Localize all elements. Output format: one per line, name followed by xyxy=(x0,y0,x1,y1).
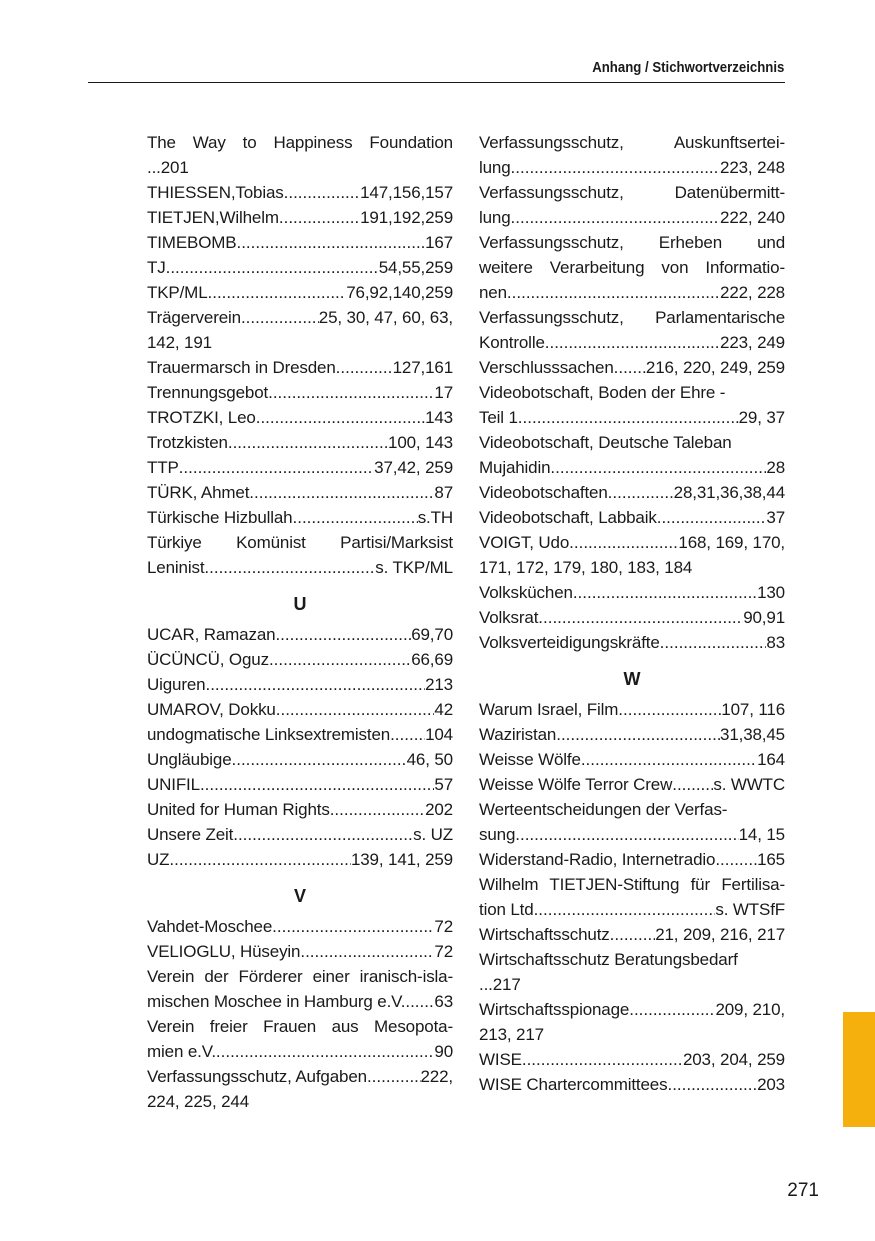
page-references: s.TH xyxy=(417,508,453,527)
index-entry-line xyxy=(479,630,785,655)
index-term: Weisse Wölfe xyxy=(479,750,581,769)
section-letter-heading: W xyxy=(623,669,641,689)
page-references: 165 xyxy=(757,850,785,869)
dot-leader xyxy=(256,405,425,430)
page-references: 29, 37 xyxy=(738,408,785,427)
page-references: 203 xyxy=(757,1075,785,1094)
index-term: TJ xyxy=(147,258,166,277)
dot-leader xyxy=(208,280,347,305)
index-term: VOIGT, Udo xyxy=(479,533,570,552)
dot-leader xyxy=(228,430,388,455)
index-entry-line xyxy=(147,255,453,280)
dot-leader xyxy=(204,555,375,580)
index-term: Volksküchen xyxy=(479,583,573,602)
dot-leader xyxy=(166,255,379,280)
index-entry-line xyxy=(479,605,785,630)
page-references: 28 xyxy=(766,458,785,477)
index-entry-line xyxy=(147,1064,453,1089)
index-term: TKP/ML xyxy=(147,283,208,302)
dot-leader xyxy=(518,405,739,430)
dot-leader xyxy=(573,580,757,605)
page-references: 203, 204, 259 xyxy=(682,1050,785,1069)
page-references: 54,55,259 xyxy=(378,258,453,277)
dot-leader xyxy=(610,922,656,947)
page-references: s. TKP/ML xyxy=(375,558,453,577)
dot-leader xyxy=(279,205,360,230)
page-references: 216, 220, 249, 259 xyxy=(645,358,785,377)
dot-leader xyxy=(293,505,418,530)
dot-leader xyxy=(330,797,425,822)
index-entry-line: Verein freier Frauen aus Mesopota- xyxy=(147,1017,453,1036)
page-references: 17 xyxy=(434,383,453,402)
index-entry-line xyxy=(147,989,453,1014)
dot-leader xyxy=(269,647,411,672)
index-term: Waziristan xyxy=(479,725,557,744)
index-term: Ungläubige xyxy=(147,750,232,769)
index-entry-line: Verfassungsschutz, Erheben und xyxy=(479,233,785,252)
dot-leader xyxy=(629,997,715,1022)
dot-leader xyxy=(667,1072,757,1097)
section-letter-heading: V xyxy=(293,886,306,906)
index-entry-line xyxy=(147,280,453,305)
dot-leader xyxy=(216,1039,434,1064)
header-rule xyxy=(88,82,785,83)
dot-leader xyxy=(515,822,738,847)
dot-leader xyxy=(275,622,411,647)
index-entry-line xyxy=(479,747,785,772)
index-entry-line xyxy=(147,380,453,405)
index-term: Uiguren xyxy=(147,675,206,694)
page-references: 21, 209, 216, 217 xyxy=(655,925,785,944)
index-entry-line xyxy=(147,480,453,505)
index-term: lung xyxy=(479,158,511,177)
dot-leader xyxy=(169,847,351,872)
dot-leader xyxy=(550,455,766,480)
index-entry-line xyxy=(479,997,785,1022)
index-term: Kontrolle xyxy=(479,333,545,352)
page-references: 72 xyxy=(434,917,453,936)
index-term: WISE xyxy=(479,1050,522,1069)
index-term: sung xyxy=(479,825,516,844)
index-term: Verfassungsschutz, Aufgaben xyxy=(147,1067,367,1086)
index-entry-line: Videobotschaft, Boden der Ehre - xyxy=(479,383,726,402)
page-references: 191,192,259 xyxy=(360,208,453,227)
index-entry-line xyxy=(479,530,785,555)
page-references: 127,161 xyxy=(392,358,453,377)
index-term: TIMEBOMB xyxy=(147,233,237,252)
page-references: s. WTSfF xyxy=(715,900,785,919)
dot-leader xyxy=(545,330,720,355)
index-entry-line: 142, 191 xyxy=(147,333,212,352)
index-entry-line xyxy=(147,205,453,230)
index-term: Warum Israel, Film xyxy=(479,700,619,719)
page-references: 168, 169, 170, xyxy=(678,533,785,552)
dot-leader xyxy=(179,455,374,480)
page-references: 104 xyxy=(425,725,453,744)
index-entry-line xyxy=(479,822,785,847)
page-references: 83 xyxy=(766,633,785,652)
dot-leader xyxy=(618,697,721,722)
index-entry-line xyxy=(147,1039,453,1064)
index-entry-line xyxy=(479,330,785,355)
index-term: United for Human Rights xyxy=(147,800,330,819)
running-header-title: Anhang / Stichwortverzeichnis xyxy=(591,59,784,76)
page-references: 223, 249 xyxy=(720,333,785,352)
index-term: UNIFIL xyxy=(147,775,200,794)
dot-leader xyxy=(205,672,425,697)
index-term: UCAR, Ramazan xyxy=(147,625,276,644)
dot-leader xyxy=(272,914,434,939)
page-references: 90,91 xyxy=(743,608,785,627)
page-references: 76,92,140,259 xyxy=(346,283,453,302)
page-references: 213 xyxy=(425,675,453,694)
index-entry-line xyxy=(147,555,453,580)
dot-leader xyxy=(268,380,434,405)
index-term: Trägerverein xyxy=(147,308,241,327)
index-term: Vahdet-Moschee xyxy=(147,917,273,936)
index-entry-line: 171, 172, 179, 180, 183, 184 xyxy=(479,558,693,577)
index-entry-line: 224, 225, 244 xyxy=(147,1092,250,1111)
page-references: 25, 30, 47, 60, 63, xyxy=(318,308,453,327)
index-term: Weisse Wölfe Terror Crew xyxy=(479,775,673,794)
dot-leader xyxy=(336,355,393,380)
index-entry-line: Türkiye Komünist Partisi/Marksist xyxy=(147,533,453,552)
page-references: 42 xyxy=(434,700,453,719)
page-number: 271 xyxy=(787,1180,819,1201)
index-entry-line xyxy=(479,722,785,747)
page-references: 222, xyxy=(420,1067,453,1086)
index-entry-line xyxy=(147,430,453,455)
index-entry-line xyxy=(147,505,453,530)
dot-leader xyxy=(249,480,434,505)
page-references: 57 xyxy=(434,775,453,794)
page-references: 139, 141, 259 xyxy=(350,850,453,869)
page-references: 66,69 xyxy=(411,650,453,669)
index-entry-line xyxy=(479,1072,785,1097)
index-entry-line: 213, 217 xyxy=(479,1025,544,1044)
dot-leader xyxy=(507,280,720,305)
index-entry-line xyxy=(147,230,453,255)
page-references: 107, 116 xyxy=(721,700,785,719)
dot-leader xyxy=(511,205,720,230)
page-references: 37 xyxy=(766,508,785,527)
index-entry-line: Verfassungsschutz, Parlamentarische xyxy=(479,308,785,327)
index-entry-line xyxy=(147,914,453,939)
index-entry-line xyxy=(479,405,785,430)
index-entry-line xyxy=(147,847,453,872)
index-entry-line xyxy=(147,822,453,847)
index-term: UMAROV, Dokku xyxy=(147,700,276,719)
index-entry-line: The Way to Happiness Foundation xyxy=(147,133,453,152)
index-column-right xyxy=(479,130,785,1097)
dot-leader xyxy=(232,747,407,772)
page-references: 46, 50 xyxy=(406,750,453,769)
page-references: 223, 248 xyxy=(720,158,785,177)
dot-leader xyxy=(236,230,425,255)
index-entry-line xyxy=(479,455,785,480)
index-term: Verschlusssachen xyxy=(479,358,614,377)
index-term: Widerstand-Radio, Internetradio xyxy=(479,850,716,869)
dot-leader xyxy=(405,989,434,1014)
dot-leader xyxy=(534,897,716,922)
section-tab-marker xyxy=(843,1012,875,1127)
index-entry-line: ...217 xyxy=(479,975,521,994)
page-references: 130 xyxy=(757,583,785,602)
dot-leader xyxy=(233,822,413,847)
index-entry-line xyxy=(479,355,785,380)
index-entry-line: Verfassungsschutz, Datenübermitt- xyxy=(479,183,785,202)
index-entry-line xyxy=(147,305,453,330)
index-term: Volksverteidigungskräfte xyxy=(479,633,660,652)
index-entry-line xyxy=(479,1047,785,1072)
index-term: nen xyxy=(479,283,507,302)
index-entry-line: Verein der Förderer einer iranisch-isla- xyxy=(147,967,453,986)
index-entry-line xyxy=(147,455,453,480)
index-term: UZ xyxy=(147,850,170,869)
dot-leader xyxy=(300,939,434,964)
index-term: Trauermarsch in Dresden xyxy=(147,358,336,377)
index-term: Leninist xyxy=(147,558,205,577)
index-term: Wirtschaftsschutz xyxy=(479,925,610,944)
index-entry-line xyxy=(147,647,453,672)
page-references: 147,156,157 xyxy=(360,183,453,202)
index-entry-line xyxy=(479,205,785,230)
index-entry-line: Wilhelm TIETJEN-Stiftung für Fertilisa- xyxy=(479,875,785,894)
index-entry-line xyxy=(147,797,453,822)
index-term: undogmatische Linksextremisten xyxy=(147,725,391,744)
index-entry-line xyxy=(147,672,453,697)
index-term: Wirtschaftsspionage xyxy=(479,1000,630,1019)
page-references: 222, 240 xyxy=(720,208,785,227)
page-references: 90 xyxy=(434,1042,453,1061)
index-term: TÜRK, Ahmet xyxy=(147,483,250,502)
page-references: 28,31,36,38,44 xyxy=(673,483,785,502)
page-references: 72 xyxy=(434,942,453,961)
page-references: 100, 143 xyxy=(388,433,453,452)
index-term: Videobotschaften xyxy=(479,483,608,502)
index-entry-line xyxy=(147,772,453,797)
page-references: 87 xyxy=(434,483,453,502)
dot-leader xyxy=(660,630,767,655)
page-references: 63 xyxy=(434,992,453,1011)
index-entry-line: Werteentscheidungen der Verfas- xyxy=(479,800,728,819)
index-term: mien e.V. xyxy=(147,1042,216,1061)
index-term: VELIOGLU, Hüseyin xyxy=(147,942,301,961)
dot-leader xyxy=(556,722,720,747)
index-entry-line: weitere Verarbeitung von Informatio- xyxy=(479,258,785,277)
index-term: THIESSEN,Tobias xyxy=(147,183,284,202)
index-entry-line xyxy=(479,897,785,922)
index-entry-line xyxy=(479,697,785,722)
dot-leader xyxy=(538,605,743,630)
page-references: 222, 228 xyxy=(720,283,785,302)
page-references: 209, 210, xyxy=(715,1000,785,1019)
index-entry-line xyxy=(479,922,785,947)
page-references: 37,42, 259 xyxy=(374,458,453,477)
dot-leader xyxy=(569,530,678,555)
index-term: Unsere Zeit xyxy=(147,825,234,844)
index-term: mischen Moschee in Hamburg e.V. xyxy=(147,992,406,1011)
index-term: Türkische Hizbullah xyxy=(147,508,293,527)
dot-leader xyxy=(657,505,767,530)
dot-leader xyxy=(390,722,425,747)
index-term: tion Ltd xyxy=(479,900,534,919)
dot-leader xyxy=(367,1064,421,1089)
index-entry-line xyxy=(147,747,453,772)
index-term: Videobotschaft, Labbaik xyxy=(479,508,657,527)
index-term: Trennungsgebot xyxy=(147,383,269,402)
page-references: 164 xyxy=(757,750,785,769)
index-term: Trotzkisten xyxy=(147,433,228,452)
page-references: 202 xyxy=(425,800,453,819)
dot-leader xyxy=(614,355,646,380)
index-entry-line xyxy=(479,772,785,797)
index-entry-line xyxy=(147,355,453,380)
page-references: 167 xyxy=(425,233,453,252)
page-references: 14, 15 xyxy=(738,825,785,844)
dot-leader xyxy=(511,155,720,180)
section-letter-heading: U xyxy=(293,594,307,614)
index-entry-line xyxy=(479,580,785,605)
index-term: WISE Chartercommittees xyxy=(479,1075,668,1094)
dot-leader xyxy=(608,480,674,505)
index-entry-line: Verfassungsschutz, Auskunftsertei- xyxy=(479,133,785,152)
index-term: lung xyxy=(479,208,511,227)
dot-leader xyxy=(241,305,319,330)
page-references: 69,70 xyxy=(411,625,453,644)
dot-leader xyxy=(284,180,360,205)
index-term: TTP xyxy=(147,458,179,477)
dot-leader xyxy=(715,847,757,872)
index-entry-line: Videobotschaft, Deutsche Taleban xyxy=(479,433,732,452)
index-term: TROTZKI, Leo xyxy=(147,408,256,427)
index-entry-line xyxy=(147,697,453,722)
index-term: Teil 1 xyxy=(479,408,518,427)
dot-leader xyxy=(581,747,757,772)
dot-leader xyxy=(672,772,713,797)
index-term: TIETJEN,Wilhelm xyxy=(147,208,279,227)
index-entry-line: Wirtschaftsschutz Beratungsbedarf xyxy=(479,950,738,969)
index-entry-line xyxy=(479,280,785,305)
page-references: 143 xyxy=(425,408,453,427)
index-entry-line xyxy=(147,405,453,430)
dot-leader xyxy=(200,772,434,797)
index-entry-line xyxy=(479,505,785,530)
index-entry-line xyxy=(147,622,453,647)
index-entry-line xyxy=(147,939,453,964)
index-term: ÜCÜNCÜ, Oguz xyxy=(147,650,269,669)
page-references: s. WWTC xyxy=(713,775,785,794)
index-column-left xyxy=(147,130,453,1114)
index-entry-line xyxy=(479,847,785,872)
index-term: Mujahidin xyxy=(479,458,551,477)
page-references: s. UZ xyxy=(413,825,453,844)
index-entry-line xyxy=(147,722,453,747)
index-entry-line xyxy=(147,180,453,205)
dot-leader xyxy=(522,1047,683,1072)
index-term: Volksrat xyxy=(479,608,539,627)
index-entry-line xyxy=(479,480,785,505)
dot-leader xyxy=(276,697,435,722)
page-references: 31,38,45 xyxy=(720,725,785,744)
index-entry-line xyxy=(479,155,785,180)
index-entry-line: ...201 xyxy=(147,158,189,177)
